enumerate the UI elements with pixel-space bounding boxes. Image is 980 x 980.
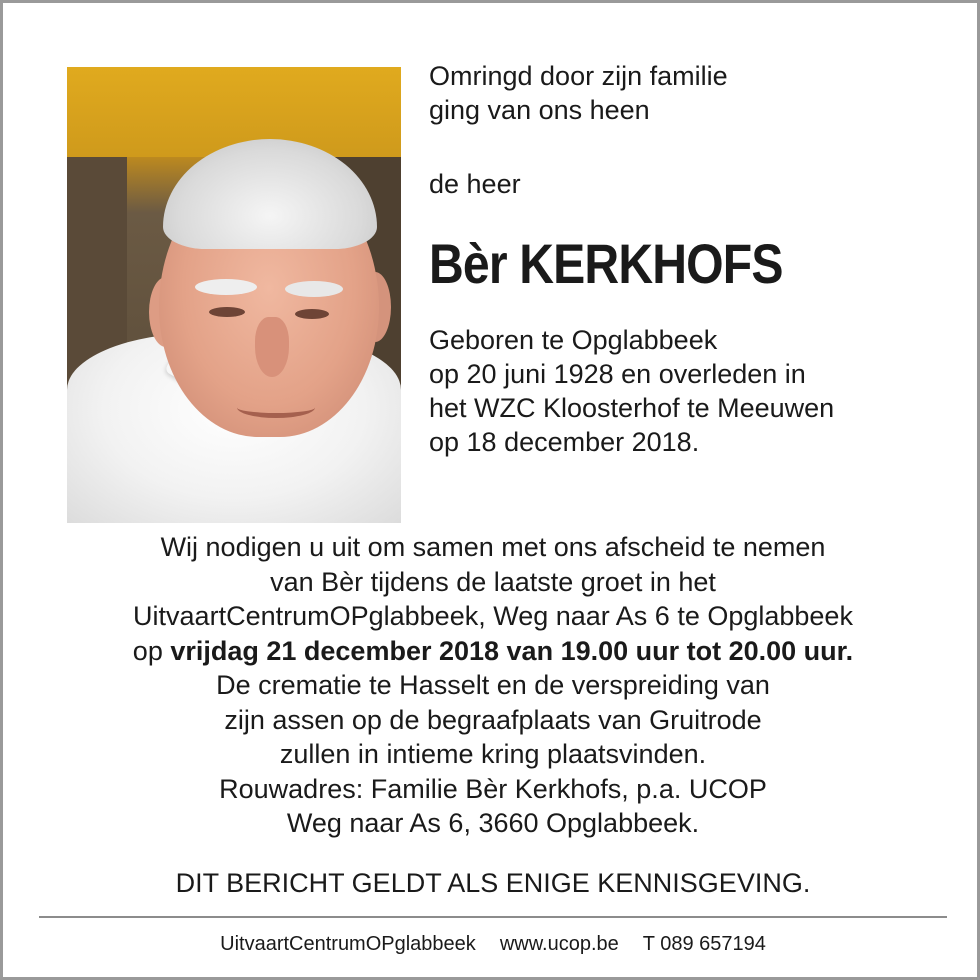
announcement-header — [429, 59, 949, 459]
title-prefix: de heer — [429, 169, 521, 199]
photo-eye-left — [209, 307, 245, 317]
deceased-name: Bèr KERKHOFS — [429, 232, 783, 295]
invitation-line-4 — [33, 634, 953, 669]
invitation-line-7: zullen in intieme kring plaatsvinden. — [279, 739, 707, 769]
photo-nose — [255, 317, 289, 377]
invitation-line-1: Wij nodigen u uit om samen met ons afscheid te nemen — [160, 532, 826, 562]
birth-line-2: op 20 juni 1928 en overleden in — [429, 359, 806, 389]
footer-company: UitvaartCentrumOPglabbeek — [220, 933, 476, 955]
invitation-line-6: zijn assen op de begraafplaats van Gruitrode — [224, 704, 762, 735]
invitation-line-8: Rouwadres: Familie Bèr Kerkhofs, p.a. UCOP — [219, 773, 767, 804]
photo-eye-right — [295, 309, 329, 319]
invitation-date-prefix: op — [132, 635, 171, 666]
invitation-date-time: vrijdag 21 december 2018 van 19.00 uur tot 20.00 uur. — [170, 635, 854, 666]
invitation-line-9: Weg naar As 6, 3660 Opglabbeek. — [286, 808, 700, 838]
photo-eyebrow-left — [195, 279, 257, 295]
birth-line-3: het WZC Kloosterhof te Meeuwen — [429, 393, 835, 423]
footer-website: www.ucop.be — [499, 933, 619, 955]
invitation-line-3: UitvaartCentrumOPglabbeek, Weg naar As 6 te Opglabbeek — [133, 601, 853, 631]
official-notice: DIT BERICHT GELDT ALS ENIGE KENNISGEVING. — [175, 868, 811, 898]
invitation-line-5: De crematie te Hasselt en de verspreiding van — [216, 670, 770, 700]
birth-death-details — [429, 323, 949, 459]
portrait-photo — [67, 67, 401, 523]
intro-line-1: Omringd door zijn familie — [429, 61, 728, 91]
footer-phone: T 089 657194 — [642, 933, 766, 955]
invitation-text — [33, 530, 953, 841]
footer-divider — [39, 916, 947, 918]
birth-line-1: Geboren te Opglabbeek — [429, 325, 718, 355]
photo-eyebrow-right — [285, 281, 343, 297]
photo-mouth — [237, 397, 315, 418]
footer — [33, 930, 953, 958]
invitation-line-2: van Bèr tijdens de laatste groet in het — [270, 566, 716, 597]
intro-text — [429, 59, 949, 127]
birth-line-4: op 18 december 2018. — [429, 427, 700, 457]
intro-line-2: ging van ons heen — [429, 95, 650, 125]
